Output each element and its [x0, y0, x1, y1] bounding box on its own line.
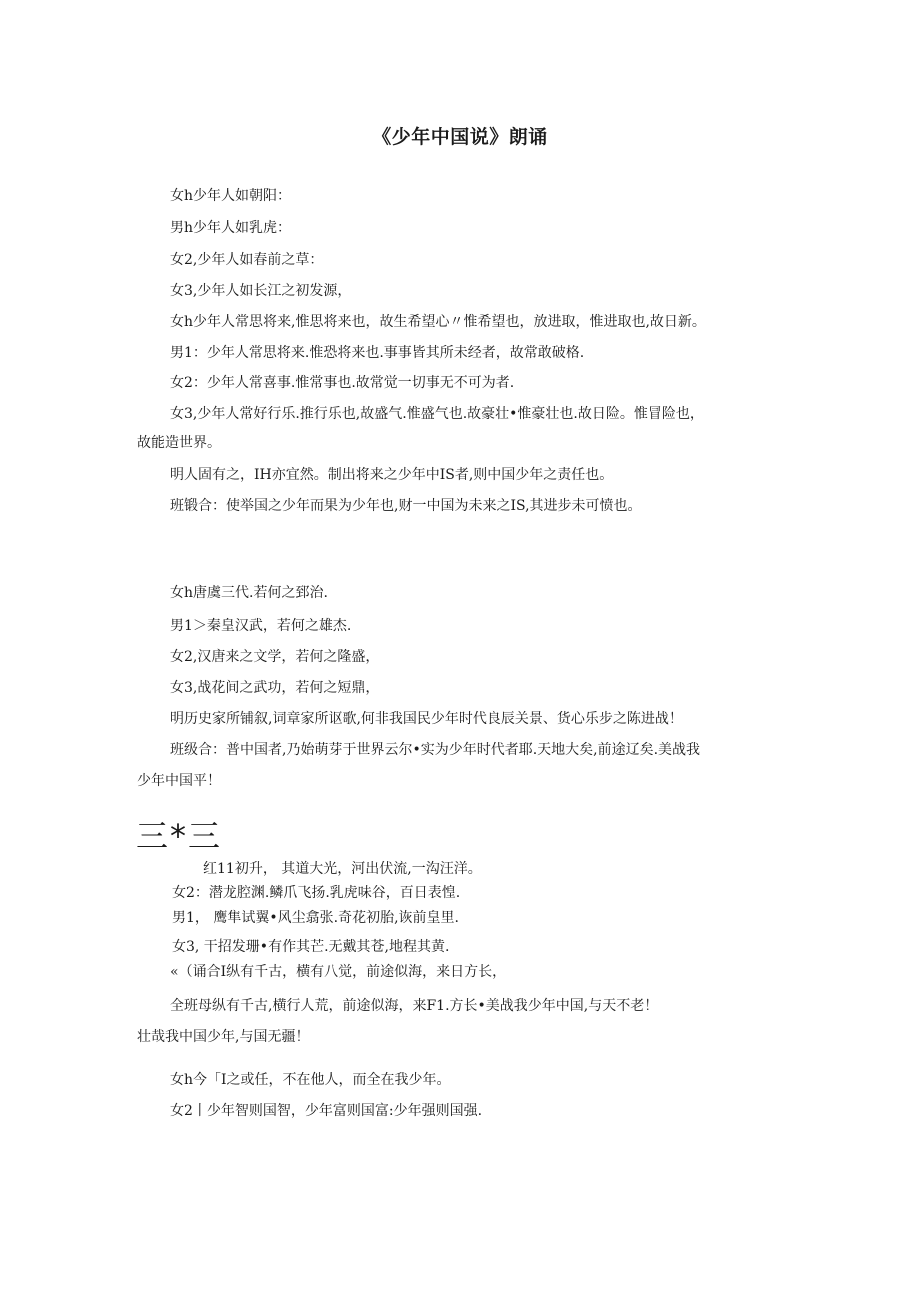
- page-title: 《少年中国说》朗诵: [372, 126, 548, 148]
- text-line: 女h今「I之或任，不在他人，而全在我少年。: [170, 1072, 451, 1088]
- text-line: 班级合：普中国者,乃始萌芽于世界云尔•实为少年时代者耶.天地大矣,前途辽矣.美战我: [170, 742, 701, 758]
- text-line: 女2：潜龙腔渊.鳞爪飞扬.乳虎味谷，百日表惶.: [172, 885, 461, 901]
- text-line: 明历史家所铺叙,词章家所讴歌,何非我国民少年时代良辰关景、货心乐步之陈进战！: [170, 711, 683, 727]
- text-line: 壮哉我中国少年,与国无疆！: [137, 1029, 310, 1045]
- text-line: «（诵合I纵有千古，横有八觉，前途似海，来日方长，: [170, 964, 507, 980]
- text-line: 女2：少年人常喜事.惟常事也.故常觉一切事无不可为者.: [170, 375, 515, 391]
- text-line: 全班母纵有千古,横行人荒，前途似海，来F1.方长•美战我少年中国,与天不老！: [170, 998, 659, 1014]
- section-marker: 三*三: [136, 817, 223, 855]
- text-line: 女3,战花间之武功，若何之短鼎，: [170, 680, 380, 696]
- text-line: 女2,少年人如春前之草：: [170, 252, 324, 268]
- text-line: 女h唐虞三代.若何之郅治.: [170, 585, 328, 601]
- text-line: 女h少年人如朝阳：: [170, 188, 292, 204]
- text-line: 女h少年人常思将来,惟思将来也，故生希望心〃惟希望也，放进取，惟进取也,故日新。: [170, 314, 706, 330]
- text-line: 班锻合：使举国之少年而果为少年也,财一中国为未来之IS,其进步未可愤也。: [170, 498, 642, 514]
- text-line: 女2,汉唐来之文学，若何之隆盛，: [170, 649, 380, 665]
- text-line: 男1＞秦皇汉武，若何之雄杰.: [170, 618, 352, 634]
- text-line: 男1， 鹰隼试翼•风尘翕张.奇花初胎,诙前皇里.: [172, 910, 459, 926]
- text-line: 女3,少年人如长江之初发源，: [170, 283, 352, 299]
- text-line: 女2丨少年智则国智，少年富则国富:少年强则国强.: [170, 1103, 483, 1119]
- text-line: 红11初升， 其道大光，河出伏流,一沟汪洋。: [203, 861, 482, 877]
- text-line: 女3,少年人常好行乐.推行乐也,故盛气.惟盛气也.故豪壮•惟豪壮也.故日险。惟冒险也，: [170, 406, 704, 422]
- text-line: 明人固有之，IH亦宜然。制出将来之少年中IS者,则中国少年之责任也。: [170, 467, 614, 483]
- text-line: 男h少年人如乳虎：: [170, 220, 292, 236]
- text-line: 男1：少年人常思将来.惟恐将来也.事事皆其所未经者，故常敢破格.: [170, 345, 585, 361]
- text-line: 故能造世界。: [137, 435, 221, 451]
- text-line: 少年中国平！: [137, 773, 221, 789]
- text-line: 女3, 干招发珊•有作其芒.无戴其苍,地程其黄.: [172, 939, 450, 955]
